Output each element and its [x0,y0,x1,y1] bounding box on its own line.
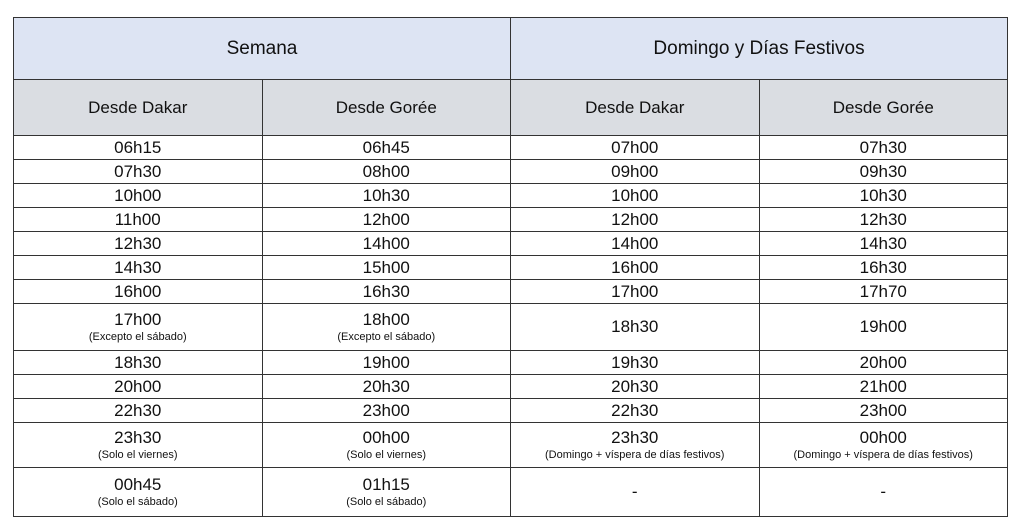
time-cell: 17h00 [511,280,760,304]
time-cell [262,423,511,468]
holidays-header: Domingo y Días Festivos [511,18,1008,80]
table-row [14,280,1008,304]
time-cell [262,304,511,351]
time-cell: 11h00 [14,208,263,232]
group-header-row [14,18,1008,80]
time-cell: 19h00 [759,304,1008,351]
table-row [14,160,1008,184]
time-cell: 16h00 [511,256,760,280]
time-cell: 22h30 [14,399,263,423]
schedule-table-container [13,17,1007,516]
table-row [14,399,1008,423]
time-cell: 19h00 [262,351,511,375]
time-cell: 10h00 [511,184,760,208]
time-cell: 16h30 [759,256,1008,280]
time-cell: 14h00 [262,232,511,256]
time-cell: 18h30 [14,351,263,375]
time-cell: 20h00 [759,351,1008,375]
time-note: (Domingo + víspera de días festivos) [793,449,973,461]
time-cell: 16h30 [262,280,511,304]
empty-cell: - [759,468,1008,517]
time-cell: 10h30 [759,184,1008,208]
time-note: (Domingo + víspera de días festivos) [545,449,725,461]
table-row [14,351,1008,375]
table-row [14,304,1008,351]
time-cell: 20h00 [14,375,263,399]
empty-cell: - [511,468,760,517]
time-cell [759,423,1008,468]
time-cell: 07h00 [511,136,760,160]
time-cell: 06h15 [14,136,263,160]
time-cell: 21h00 [759,375,1008,399]
time-cell: 17h70 [759,280,1008,304]
time-cell: 10h00 [14,184,263,208]
col-header-weekday-dakar: Desde Dakar [14,80,263,136]
time-value: 00h00 [362,428,410,447]
time-cell: 12h30 [759,208,1008,232]
table-row [14,423,1008,468]
time-cell [14,304,263,351]
time-cell: 19h30 [511,351,760,375]
time-note: (Solo el viernes) [98,449,178,461]
time-cell: 12h00 [511,208,760,232]
time-cell: 14h30 [759,232,1008,256]
time-note: (Excepto el sábado) [88,331,187,343]
table-row [14,208,1008,232]
time-value: 17h00 [114,310,162,329]
time-cell: 09h30 [759,160,1008,184]
time-cell: 23h00 [759,399,1008,423]
time-note: (Excepto el sábado) [337,331,436,343]
weekdays-header: Semana [14,18,511,80]
time-cell: 09h00 [511,160,760,184]
col-header-holiday-dakar: Desde Dakar [511,80,760,136]
time-cell: 07h30 [14,160,263,184]
time-note: (Solo el viernes) [346,449,426,461]
ferry-schedule-table [13,17,1008,517]
col-header-holiday-goree: Desde Gorée [759,80,1008,136]
time-cell: 07h30 [759,136,1008,160]
time-cell: 20h30 [511,375,760,399]
time-cell: 15h00 [262,256,511,280]
time-cell: 14h30 [14,256,263,280]
time-cell: 10h30 [262,184,511,208]
table-row [14,184,1008,208]
time-value: 01h15 [362,475,410,494]
time-cell: 12h00 [262,208,511,232]
time-cell: 18h30 [511,304,760,351]
table-row [14,232,1008,256]
time-cell: 14h00 [511,232,760,256]
time-cell: 20h30 [262,375,511,399]
time-cell [262,468,511,517]
time-cell [14,468,263,517]
column-header-row [14,80,1008,136]
time-cell: 23h00 [262,399,511,423]
time-cell [511,423,760,468]
time-cell: 16h00 [14,280,263,304]
time-cell: 12h30 [14,232,263,256]
table-row [14,136,1008,160]
table-row [14,468,1008,517]
time-value: 18h00 [362,310,410,329]
time-cell: 08h00 [262,160,511,184]
time-cell: 22h30 [511,399,760,423]
time-note: (Solo el sábado) [97,496,178,508]
table-row [14,256,1008,280]
col-header-weekday-goree: Desde Gorée [262,80,511,136]
time-cell: 06h45 [262,136,511,160]
time-cell [14,423,263,468]
time-value: 23h30 [114,428,162,447]
time-value: 23h30 [611,428,659,447]
time-note: (Solo el sábado) [346,496,427,508]
time-value: 00h00 [859,428,907,447]
table-row [14,375,1008,399]
time-value: 00h45 [114,475,162,494]
